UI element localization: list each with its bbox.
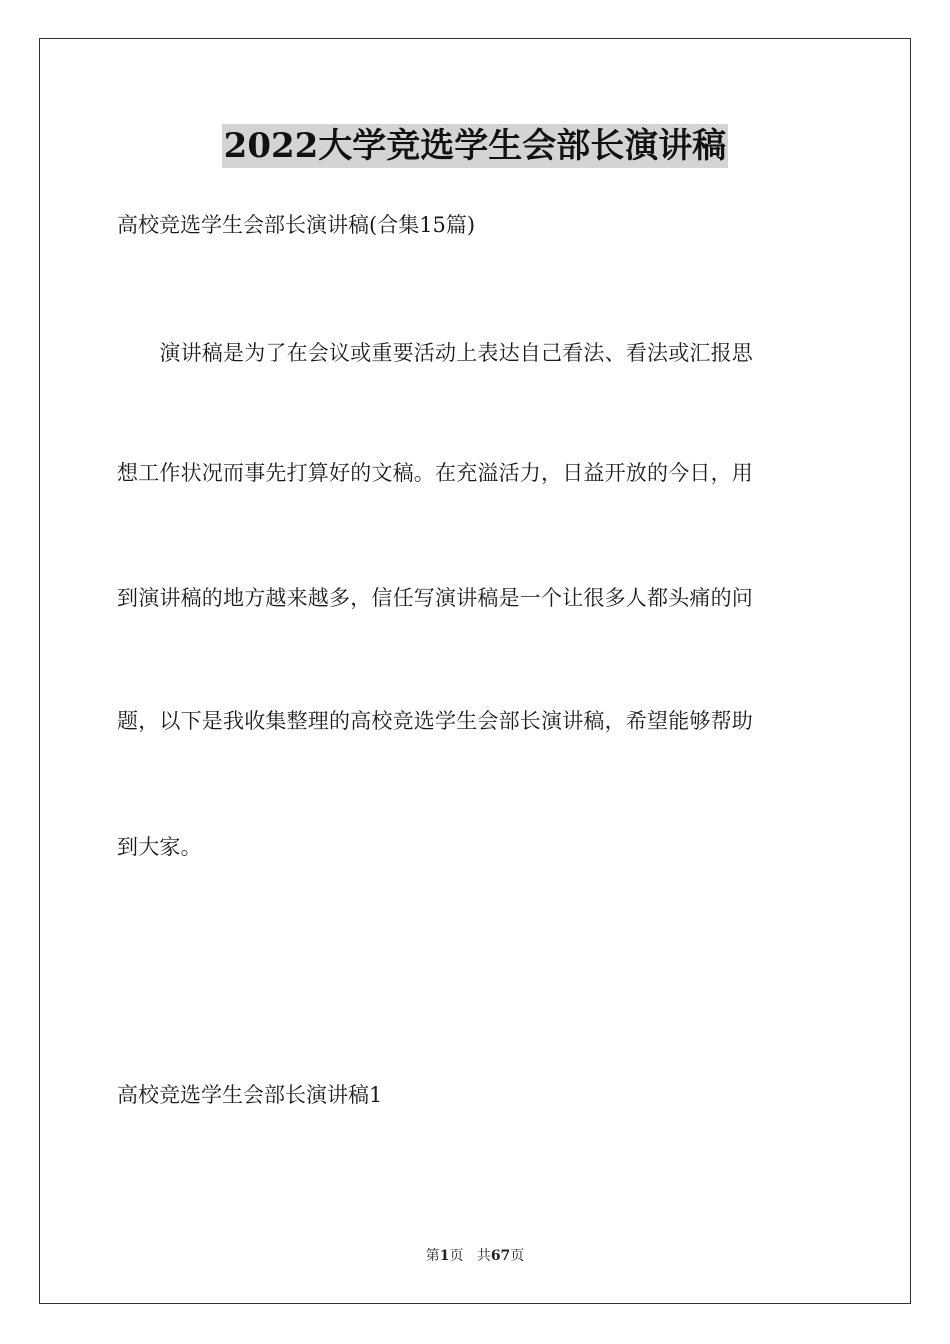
document-subtitle: 高校竞选学生会部长演讲稿(合集15篇) [117,213,476,237]
footer-page-suffix: 页 [449,1248,464,1264]
intro-line-1: 演讲稿是为了在会议或重要活动上表达自己看法、看法或汇报思 [117,341,753,365]
intro-line-4: 题，以下是我收集整理的高校竞选学生会部长演讲稿，希望能够帮助 [117,709,753,733]
intro-line-5: 到大家。 [117,835,202,859]
footer-total-prefix: 共 [476,1248,491,1264]
footer-total-suffix: 页 [510,1248,525,1264]
page-footer [0,1246,950,1266]
intro-line-2: 想工作状况而事先打算好的文稿。在充溢活力，日益开放的今日，用 [117,461,753,485]
section-heading: 高校竞选学生会部长演讲稿1 [117,1083,383,1107]
title-container [0,124,950,168]
intro-line-3: 到演讲稿的地方越来越多，信任写演讲稿是一个让很多人都头痛的问 [117,586,753,610]
footer-page-number: 1 [439,1248,450,1264]
document-title: 2022大学竞选学生会部长演讲稿 [223,126,727,166]
footer-total-pages: 67 [490,1248,511,1264]
footer-page-prefix: 第 [425,1248,440,1264]
